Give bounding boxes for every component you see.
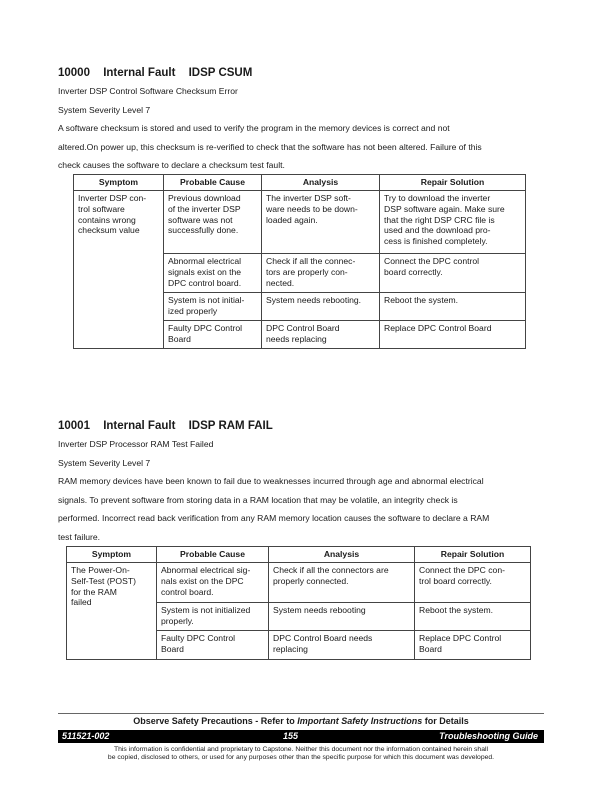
repair-cell: Try to download the inverter DSP software again. Make sure that the right DSP CRC file is used and the download pro- cess is finished completely.	[380, 191, 526, 254]
analysis-cell: DPC Control Board needs replacing	[269, 631, 415, 660]
cause-cell: Previous download of the inverter DSP software was not successfully done.	[164, 191, 262, 254]
header-repair-solution: Repair Solution	[380, 175, 526, 191]
fault-title: Inverter DSP Control Software Checksum Error	[58, 86, 238, 96]
repair-cell: Reboot the system.	[380, 293, 526, 321]
severity-level: System Severity Level 7	[58, 457, 151, 468]
symptom-cell: Inverter DSP con- trol software contains wrong checksum value	[74, 191, 164, 349]
fault-code: 10001	[58, 420, 90, 432]
page-number: 155	[283, 731, 299, 741]
symptom-cell: The Power-On- Self-Test (POST) for the RAM failed	[67, 563, 157, 660]
fault-heading	[58, 64, 552, 82]
description-line: check causes the software to declare a checksum test fault.	[58, 160, 285, 171]
fault-code: 10000	[58, 67, 90, 79]
repair-cell: Reboot the system.	[415, 603, 531, 631]
cause-cell: System is not initialized properly.	[157, 603, 269, 631]
fault-heading	[58, 417, 552, 435]
description-line: performed. Incorrect read back verification from any RAM memory location causes the software to declare a RAM	[58, 513, 490, 524]
analysis-cell: DPC Control Board needs replacing	[262, 321, 380, 349]
header-symptom: Symptom	[74, 175, 164, 191]
header-repair-solution: Repair Solution	[415, 547, 531, 563]
table-row	[67, 563, 531, 603]
description-line: RAM memory devices have been known to fail due to weaknesses incurred through age and abnormal electrical	[58, 476, 484, 487]
footer-bar	[58, 730, 544, 743]
troubleshooting-table-10001	[66, 546, 531, 660]
analysis-cell: Check if all the connectors are properly connected.	[269, 563, 415, 603]
confidentiality-notice	[58, 746, 544, 762]
confidentiality-line: be copied, disclosed to others, or used for any purposes other than the specific purpose for which this document was developed.	[107, 754, 495, 761]
fault-name: IDSP CSUM	[188, 67, 253, 79]
safety-notice	[58, 716, 544, 726]
guide-title: Troubleshooting Guide	[439, 731, 538, 741]
fault-title: Inverter DSP Processor RAM Test Failed	[58, 439, 214, 449]
troubleshooting-table-10000	[73, 174, 526, 349]
description-line: altered.On power up, this checksum is re-verified to check that the software has not been altered. Failure of this	[58, 141, 482, 152]
cause-cell: Faulty DPC Control Board	[164, 321, 262, 349]
cause-cell: Faulty DPC Control Board	[157, 631, 269, 660]
repair-cell: Replace DPC Control Board	[380, 321, 526, 349]
header-probable-cause: Probable Cause	[157, 547, 269, 563]
safety-suffix: for Details	[422, 716, 469, 726]
description-line: test failure.	[58, 531, 101, 542]
repair-cell: Replace DPC Control Board	[415, 631, 531, 660]
safety-prefix: Observe Safety Precautions - Refer to	[133, 716, 298, 726]
header-probable-cause: Probable Cause	[164, 175, 262, 191]
cause-cell: Abnormal electrical sig- nals exist on the DPC control board.	[157, 563, 269, 603]
footer-divider	[58, 713, 544, 714]
analysis-cell: The inverter DSP soft- ware needs to be down- loaded again.	[262, 191, 380, 254]
fault-section-10000	[58, 64, 552, 175]
table-row	[74, 191, 526, 254]
analysis-cell: Check if all the connec- tors are properly con- nected.	[262, 254, 380, 293]
doc-number: 511521-002	[62, 731, 110, 741]
analysis-cell: System needs rebooting	[269, 603, 415, 631]
confidentiality-line: This information is confidential and proprietary to Capstone. Neither this document nor the information contained herein shall	[113, 746, 489, 753]
fault-name: IDSP RAM FAIL	[188, 420, 273, 432]
analysis-cell: System needs rebooting.	[262, 293, 380, 321]
severity-level: System Severity Level 7	[58, 104, 151, 115]
header-analysis: Analysis	[262, 175, 380, 191]
repair-cell: Connect the DPC control board correctly.	[380, 254, 526, 293]
fault-category: Internal Fault	[103, 420, 176, 432]
fault-category: Internal Fault	[103, 67, 176, 79]
description-line: A software checksum is stored and used to verify the program in the memory devices is correct and not	[58, 123, 450, 134]
header-analysis: Analysis	[269, 547, 415, 563]
header-symptom: Symptom	[67, 547, 157, 563]
cause-cell: Abnormal electrical signals exist on the DPC control board.	[164, 254, 262, 293]
cause-cell: System is not initial- ized properly	[164, 293, 262, 321]
fault-section-10001	[58, 417, 552, 547]
description-line: signals. To prevent software from storing data in a RAM location that may be volatile, an integrity check is	[58, 494, 458, 505]
repair-cell: Connect the DPC con- trol board correctly.	[415, 563, 531, 603]
safety-link-text: Important Safety Instructions	[297, 716, 423, 726]
